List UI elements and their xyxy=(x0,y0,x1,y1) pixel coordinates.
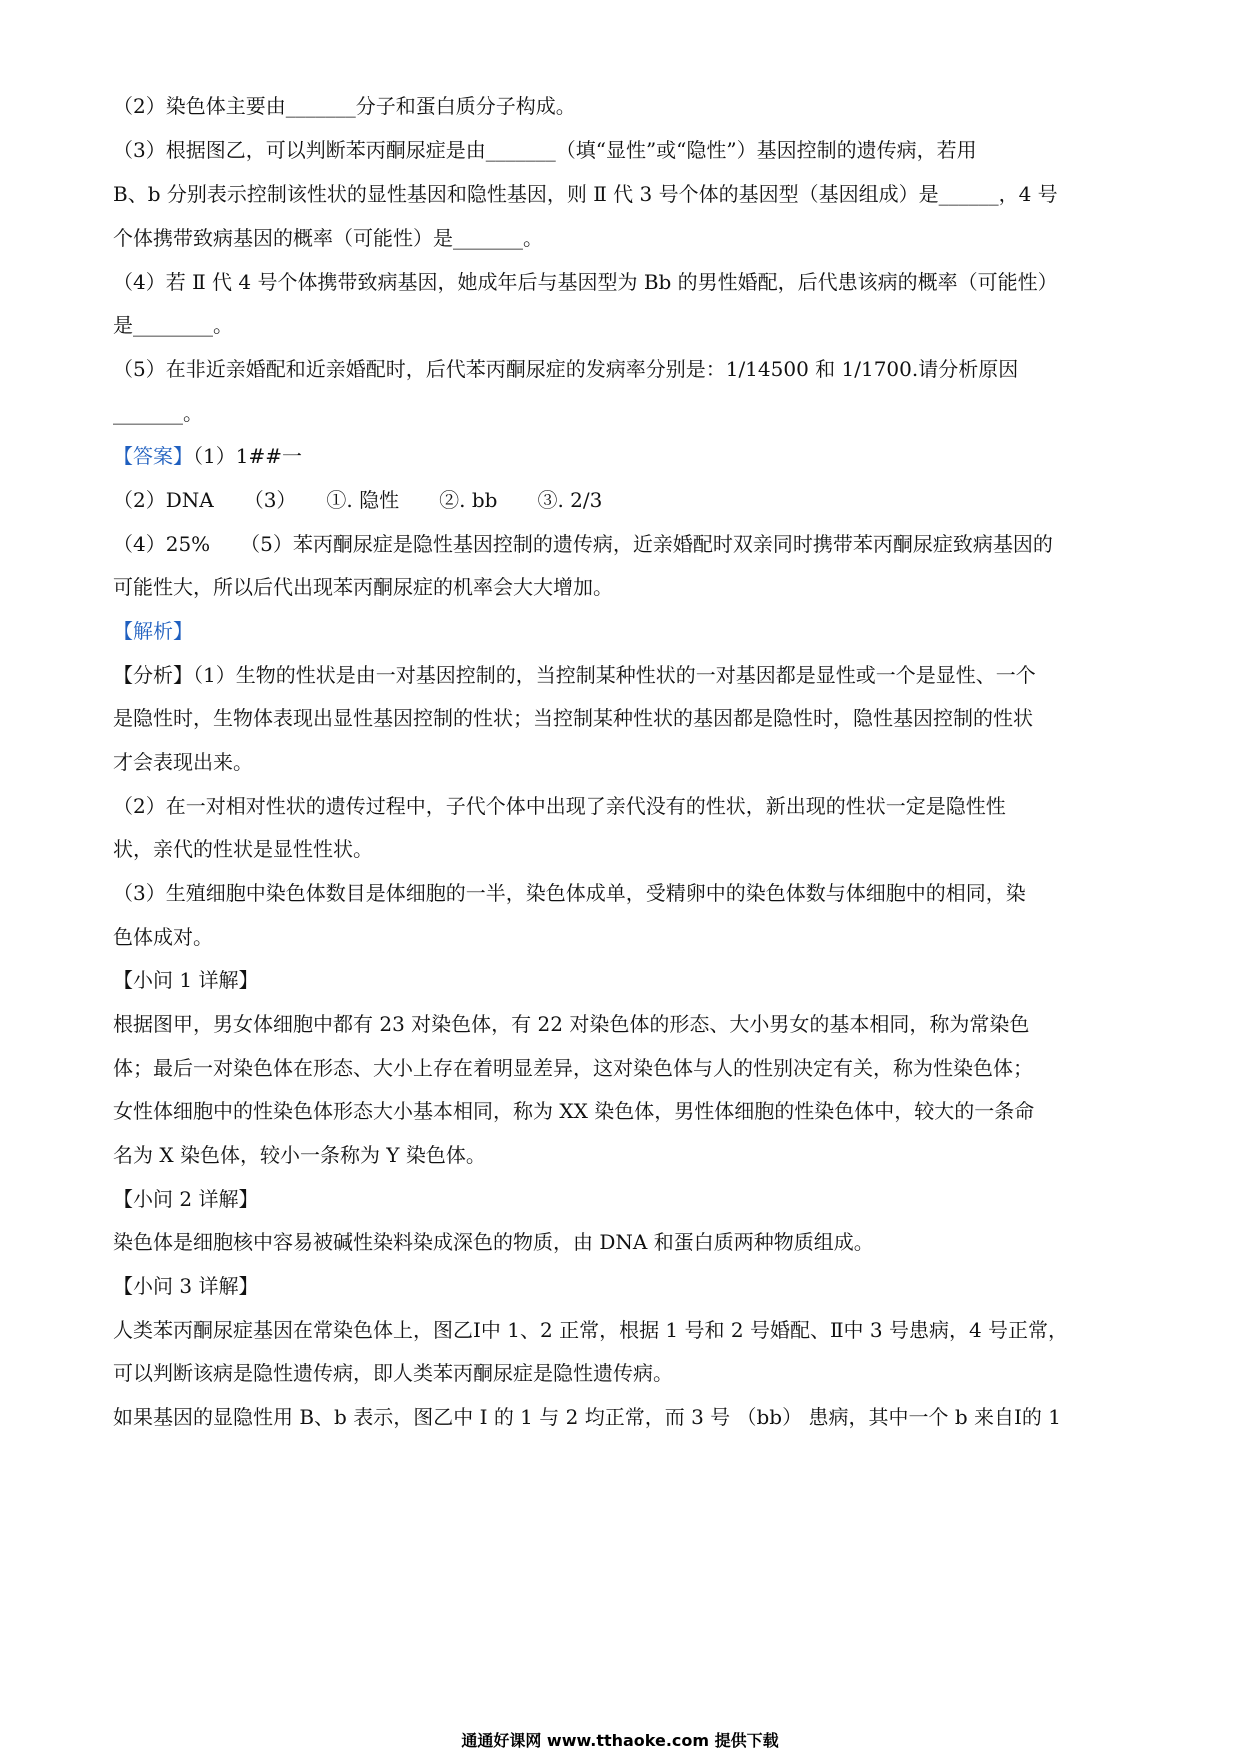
text-line: （3）根据图乙，可以判断苯丙酮尿症是由_______（填“显性”或“隐性”）基因控制的遗传病，若用 xyxy=(113,138,977,162)
text-line: （3）生殖细胞中染色体数目是体细胞的一半，染色体成单，受精卵中的染色体数与体细胞中的相同，染 xyxy=(113,881,1026,905)
text-line: 根据图甲，男女体细胞中都有 23 对染色体，有 22 对染色体的形态、大小男女的基本相同，称为常染色 xyxy=(113,1012,1030,1036)
answer-label: 【答案】 xyxy=(113,444,193,468)
text-line: 【分析】（1）生物的性状是由一对基因控制的，当控制某种性状的一对基因都是显性或一个是显性、一个 xyxy=(113,663,1036,687)
text-line: 个体携带致病基因的概率（可能性）是_______。 xyxy=(113,226,543,250)
text-line: 人类苯丙酮尿症基因在常染色体上，图乙Ⅰ中 1、2 正常，根据 1 号和 2 号婚配、Ⅱ中 3 号患病，4 号正常， xyxy=(113,1318,1069,1342)
analysis-label: 【解析】 xyxy=(113,619,193,643)
footer-watermark: 通通好课网 www.tthaoke.com 提供下载 xyxy=(461,1731,779,1750)
text-line: （2）DNA （3） ①. 隐性 ②. bb ③. 2/3 xyxy=(113,488,603,512)
text-line: 状，亲代的性状是显性性状。 xyxy=(113,837,373,861)
text-line: 体；最后一对染色体在形态、大小上存在着明显差异，这对染色体与人的性别决定有关，称为性染色体； xyxy=(113,1056,1033,1080)
answer-line xyxy=(113,442,1133,470)
text-line: （4）若 Ⅱ 代 4 号个体携带致病基因，她成年后与基因型为 Bb 的男性婚配，后代患该病的概率（可能性） xyxy=(113,270,1058,294)
answer-text: （1）1##一 xyxy=(193,444,302,468)
text-line: 名为 X 染色体，较小一条称为 Y 染色体。 xyxy=(113,1143,486,1167)
text-line: B、b 分别表示控制该性状的显性基因和隐性基因，则 Ⅱ 代 3 号个体的基因型（基因组成）是______，4 号 xyxy=(113,182,1058,206)
text-line: （5）在非近亲婚配和近亲婚配时，后代苯丙酮尿症的发病率分别是：1/14500 和 1/1700.请分析原因 xyxy=(113,357,1019,381)
text-line: （4）25% （5）苯丙酮尿症是隐性基因控制的遗传病，近亲婚配时双亲同时携带苯丙酮尿症致病基因的 xyxy=(113,532,1053,556)
section-heading: 【小问 2 详解】 xyxy=(113,1187,259,1211)
text-line: 染色体是细胞核中容易被碱性染料染成深色的物质，由 DNA 和蛋白质两种物质组成。 xyxy=(113,1230,874,1254)
text-line: 如果基因的显隐性用 B、b 表示，图乙中 Ⅰ 的 1 与 2 均正常，而 3 号 （bb） 患病，其中一个 b 来自Ⅰ的 1 xyxy=(113,1405,1061,1429)
text-line: _______。 xyxy=(113,401,203,425)
text-line: 色体成对。 xyxy=(113,925,213,949)
text-line: （2）染色体主要由_______分子和蛋白质分子构成。 xyxy=(113,94,576,118)
text-line: 可能性大，所以后代出现苯丙酮尿症的机率会大大增加。 xyxy=(113,575,613,599)
text-line: 才会表现出来。 xyxy=(113,750,253,774)
text-line: 女性体细胞中的性染色体形态大小基本相同，称为 XX 染色体，男性体细胞的性染色体中，较大的一条命 xyxy=(113,1099,1035,1123)
text-line: （2）在一对相对性状的遗传过程中，子代个体中出现了亲代没有的性状，新出现的性状一定是隐性性 xyxy=(113,794,1006,818)
section-heading: 【小问 1 详解】 xyxy=(113,968,259,992)
text-line: 是________。 xyxy=(113,313,233,337)
text-line: 是隐性时，生物体表现出显性基因控制的性状；当控制某种性状的基因都是隐性时，隐性基因控制的性状 xyxy=(113,706,1033,730)
text-line: 可以判断该病是隐性遗传病，即人类苯丙酮尿症是隐性遗传病。 xyxy=(113,1361,673,1385)
section-heading: 【小问 3 详解】 xyxy=(113,1274,259,1298)
